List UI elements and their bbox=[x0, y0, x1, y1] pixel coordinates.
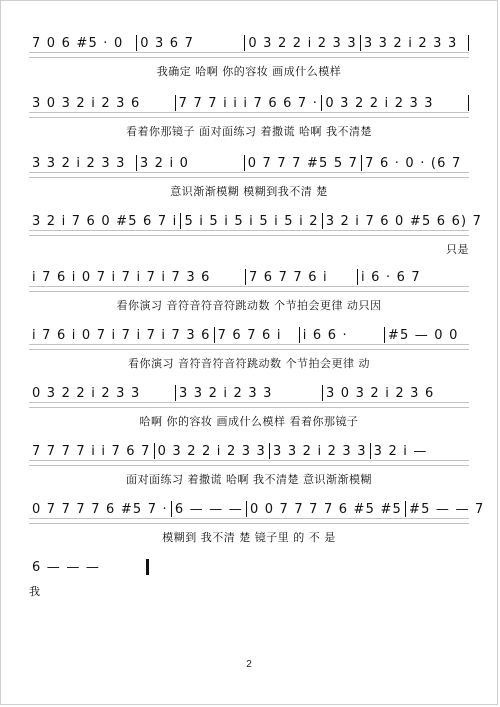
score-row-2 bbox=[29, 93, 469, 137]
beam-underline bbox=[29, 460, 469, 466]
measure: #5 — — 7 bbox=[409, 502, 485, 517]
lyrics-line: 模糊到 我不清 楚 镜子里 的 不 是 bbox=[162, 531, 336, 544]
measure: 7 6 7 6 i bbox=[217, 328, 282, 343]
notes-line bbox=[29, 33, 469, 51]
beam-underline bbox=[29, 230, 469, 236]
measure: 3 0 3 2 i 2 3 6 bbox=[326, 386, 435, 401]
lyrics-line: 面对面练习 着撒谎 哈啊 我不清楚 意识渐渐模糊 bbox=[126, 473, 372, 486]
beam-underline bbox=[29, 52, 469, 58]
notes-line bbox=[29, 499, 485, 517]
score-row-4 bbox=[29, 211, 483, 256]
beam-underline bbox=[29, 518, 469, 524]
score-row-5 bbox=[29, 267, 469, 311]
measure: 0 3 2 2 i 2 3 3 bbox=[325, 96, 434, 111]
score-row-9 bbox=[29, 499, 485, 544]
measure: 3 2 i 0 bbox=[139, 156, 190, 171]
lyrics-line: 看你演习 音符音符音符跳动数 个节拍会更律 动只因 bbox=[116, 299, 382, 312]
notes-line bbox=[29, 441, 469, 459]
lyrics-line: 我确定 哈啊 你的容妆 画成什么模样 bbox=[156, 65, 342, 78]
notes-line bbox=[29, 93, 469, 111]
notes-line bbox=[29, 557, 149, 575]
notes-line bbox=[29, 267, 469, 285]
score-row-10 bbox=[29, 557, 149, 597]
measure: 6 — — — bbox=[174, 502, 243, 517]
measure: 0 3 6 7 bbox=[140, 36, 195, 51]
measure: 3 2 i — bbox=[373, 444, 428, 459]
measure: i 7 6 i 0 7 i 7 i 7 i 7 3 6 bbox=[32, 328, 211, 343]
lyrics-line: 看着你那镜子 面对面练习 着撒谎 哈啊 我不清楚 bbox=[126, 125, 372, 138]
notes-line bbox=[29, 383, 469, 401]
measure: 0 7 7 7 7 6 #5 7 · bbox=[32, 502, 168, 517]
measure: 0 3 2 2 i 2 3 3 bbox=[157, 444, 267, 459]
measure: 7 7 7 i i i 7 6 6 7 · bbox=[178, 96, 319, 111]
measure: 7 0 6 #5 · 0 bbox=[32, 36, 124, 51]
measure: #5 — 0 0 bbox=[387, 328, 459, 343]
lyrics-line: 看你演习 音符音符音符跳动数 个节拍会更律 动 bbox=[128, 357, 370, 370]
score-row-6 bbox=[29, 325, 469, 369]
page-number: 2 bbox=[246, 659, 252, 670]
measure: 3 2 i 7 6 0 #5 6 6) 7 bbox=[325, 214, 483, 229]
measure: i 7 6 i 0 7 i 7 i 7 i 7 3 6 bbox=[32, 270, 211, 285]
measure: 6 — — — bbox=[32, 560, 101, 575]
measure: 3 2 i 7 6 0 #5 6 7 i bbox=[32, 214, 178, 229]
measure: 5 i 5 i 5 i 5 i 5 i 2 bbox=[184, 214, 319, 229]
beam-underline bbox=[29, 402, 469, 408]
measure: 7 6 · 0 · (6 7 bbox=[365, 156, 462, 171]
measure: i 6 6 · bbox=[302, 328, 348, 343]
lyrics-line: 我 bbox=[29, 585, 41, 598]
lyrics-line: 只是 bbox=[446, 243, 469, 256]
lyrics-line: 意识渐渐模糊 模糊到我不清 楚 bbox=[170, 185, 328, 198]
measure: i 6 · 6 7 bbox=[361, 270, 421, 285]
measure: 3 3 2 i 2 3 3 bbox=[179, 386, 273, 401]
score-row-3 bbox=[29, 153, 469, 197]
beam-underline bbox=[29, 344, 469, 350]
measure: 7 6 7 7 6 i bbox=[249, 270, 328, 285]
notes-line bbox=[29, 211, 483, 229]
measure: 0 7 7 7 #5 5 7 bbox=[247, 156, 359, 171]
measure: 3 3 2 i 2 3 3 bbox=[273, 444, 367, 459]
final-bar-line bbox=[146, 559, 149, 575]
measure: 3 3 2 i 2 3 3 bbox=[363, 36, 458, 51]
bar-line bbox=[468, 95, 469, 111]
measure: 3 0 3 2 i 2 3 6 bbox=[32, 96, 141, 111]
beam-underline bbox=[29, 112, 469, 118]
measure: 0 3 2 2 i 2 3 3 bbox=[32, 386, 141, 401]
notes-line bbox=[29, 325, 469, 343]
score-row-8 bbox=[29, 441, 469, 485]
measure: 0 0 7 7 7 7 6 #5 #5 bbox=[249, 502, 403, 517]
notes-line bbox=[29, 153, 469, 171]
measure: 0 3 2 2 i 2 3 3 bbox=[248, 36, 357, 51]
measure: 3 3 2 i 2 3 3 bbox=[32, 156, 126, 171]
lyrics-line: 哈啊 你的容妆 画成什么模样 看着你那镜子 bbox=[139, 415, 359, 428]
beam-underline bbox=[29, 172, 469, 178]
score-row-1 bbox=[29, 33, 469, 77]
bar-line bbox=[468, 35, 469, 51]
score-row-7 bbox=[29, 383, 469, 427]
beam-underline bbox=[29, 286, 469, 292]
measure: 7 7 7 7 i i 7 6 7 bbox=[32, 444, 151, 459]
